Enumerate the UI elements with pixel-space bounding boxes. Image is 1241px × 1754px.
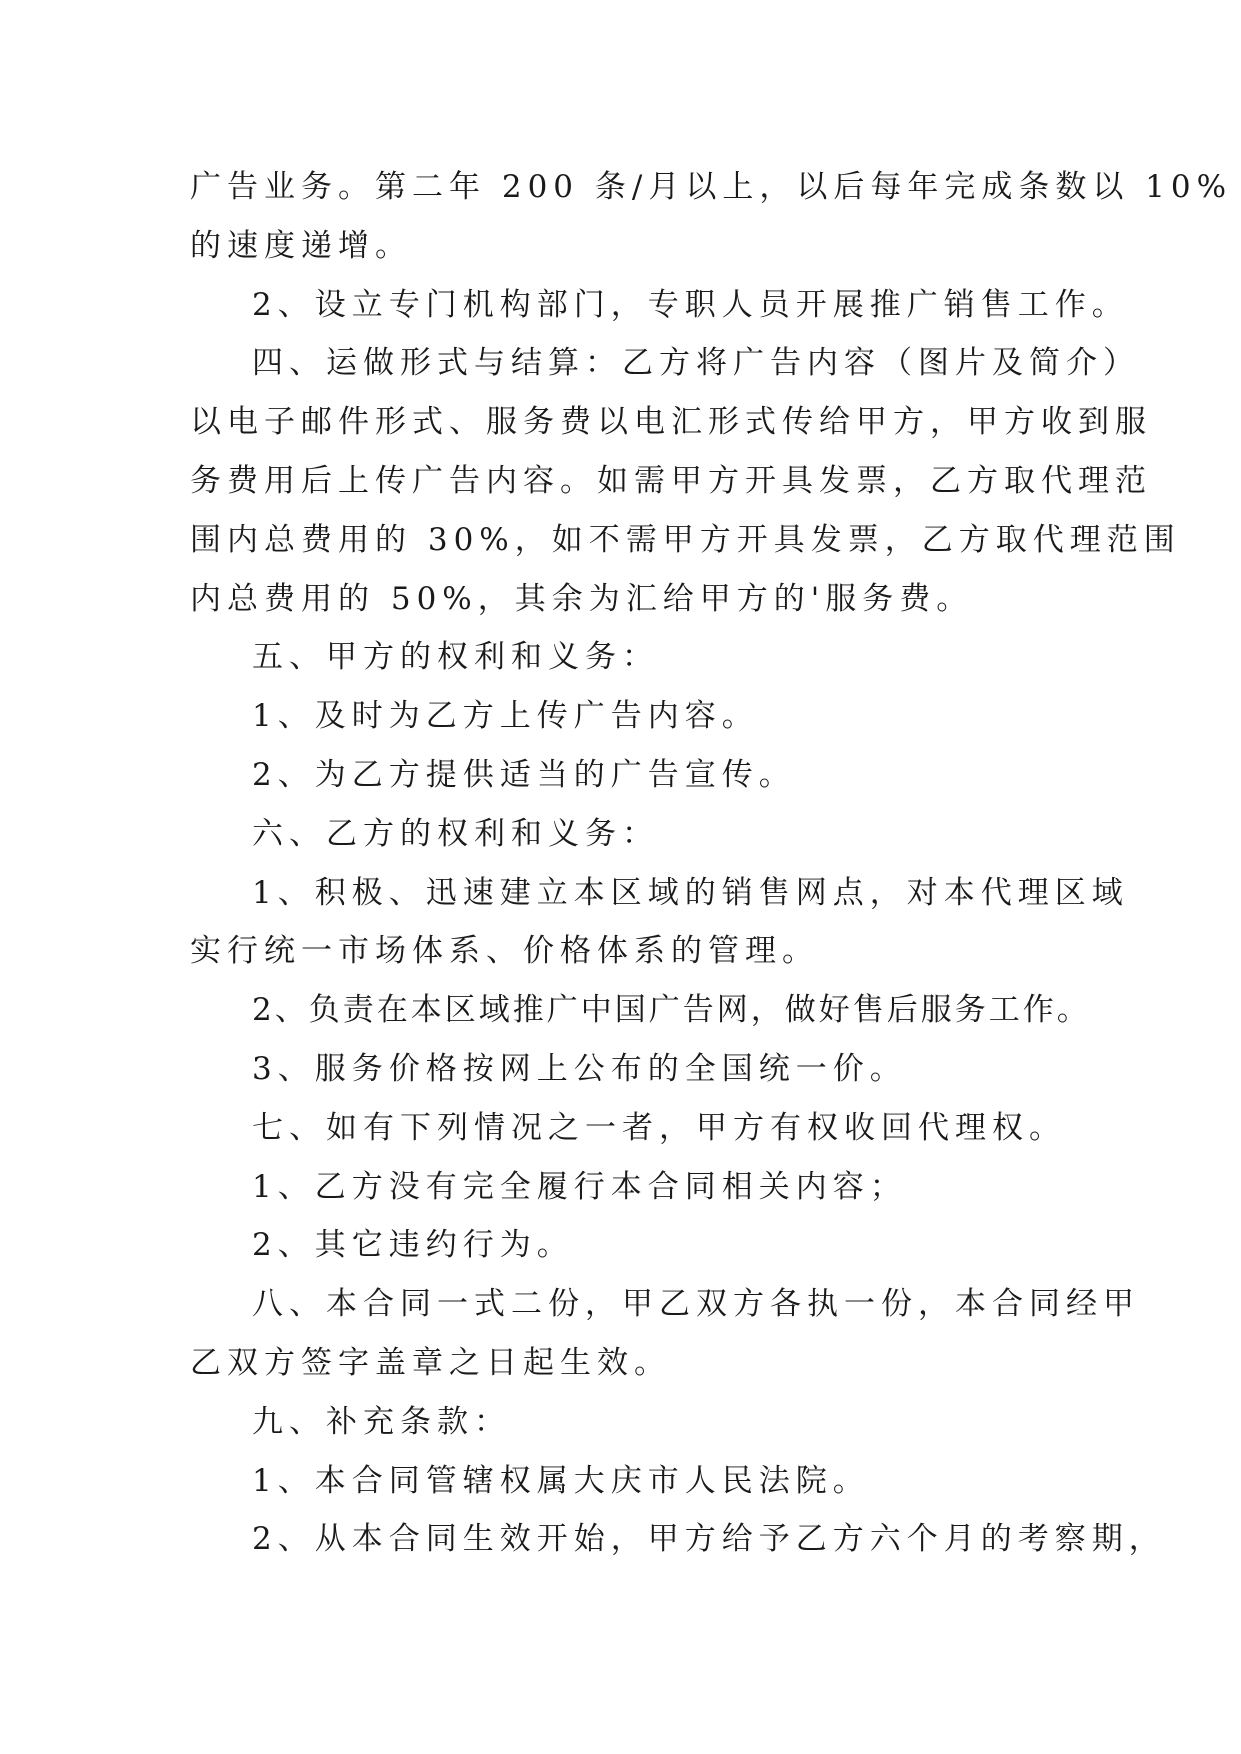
paragraph-line: 乙双方签字盖章之日起生效。	[190, 1344, 671, 1381]
document-body	[190, 158, 1233, 1569]
paragraph-line: 2、为乙方提供适当的广告宣传。	[252, 756, 796, 793]
section-heading: 七、如有下列情况之一者，甲方有权收回代理权。	[252, 1109, 1066, 1146]
section-heading: 五、甲方的权利和义务：	[252, 639, 659, 676]
paragraph-line: 1、积极、迅速建立本区域的销售网点，对本代理区域	[252, 874, 1129, 911]
paragraph-line: 2、负责在本区域推广中国广告网，做好售后服务工作。	[252, 992, 1091, 1029]
paragraph-line: 务费用后上传广告内容。如需甲方开具发票，乙方取代理范	[190, 462, 1152, 499]
paragraph-line: 广告业务。第二年 200 条/月以上，以后每年完成条数以 10%	[190, 169, 1233, 205]
paragraph-line: 的速度递增。	[190, 227, 412, 264]
section-heading: 九、补充条款：	[252, 1403, 511, 1440]
paragraph-line: 围内总费用的 30%，如不需甲方开具发票，乙方取代理范围	[190, 521, 1181, 558]
paragraph-line: 2、从本合同生效开始，甲方给予乙方六个月的考察期，	[252, 1521, 1166, 1558]
section-heading: 六、乙方的权利和义务：	[252, 815, 659, 852]
paragraph-line: 3、服务价格按网上公布的全国统一价。	[252, 1050, 907, 1087]
paragraph-line: 实行统一市场体系、价格体系的管理。	[190, 933, 819, 970]
paragraph-line: 1、乙方没有完全履行本合同相关内容；	[252, 1168, 907, 1205]
paragraph-line: 内总费用的 50%，其余为汇给甲方的'服务费。	[190, 580, 974, 617]
paragraph-line: 1、及时为乙方上传广告内容。	[252, 698, 759, 735]
paragraph-line: 四、运做形式与结算：乙方将广告内容（图片及简介）	[252, 345, 1140, 382]
paragraph-line: 2、设立专门机构部门，专职人员开展推广销售工作。	[252, 286, 1129, 323]
paragraph-line: 以电子邮件形式、服务费以电汇形式传给甲方，甲方收到服	[190, 404, 1152, 441]
paragraph-line: 1、本合同管辖权属大庆市人民法院。	[252, 1462, 870, 1499]
section-heading: 八、本合同一式二份，甲乙双方各执一份，本合同经甲	[252, 1286, 1140, 1323]
paragraph-line: 2、其它违约行为。	[252, 1227, 574, 1264]
